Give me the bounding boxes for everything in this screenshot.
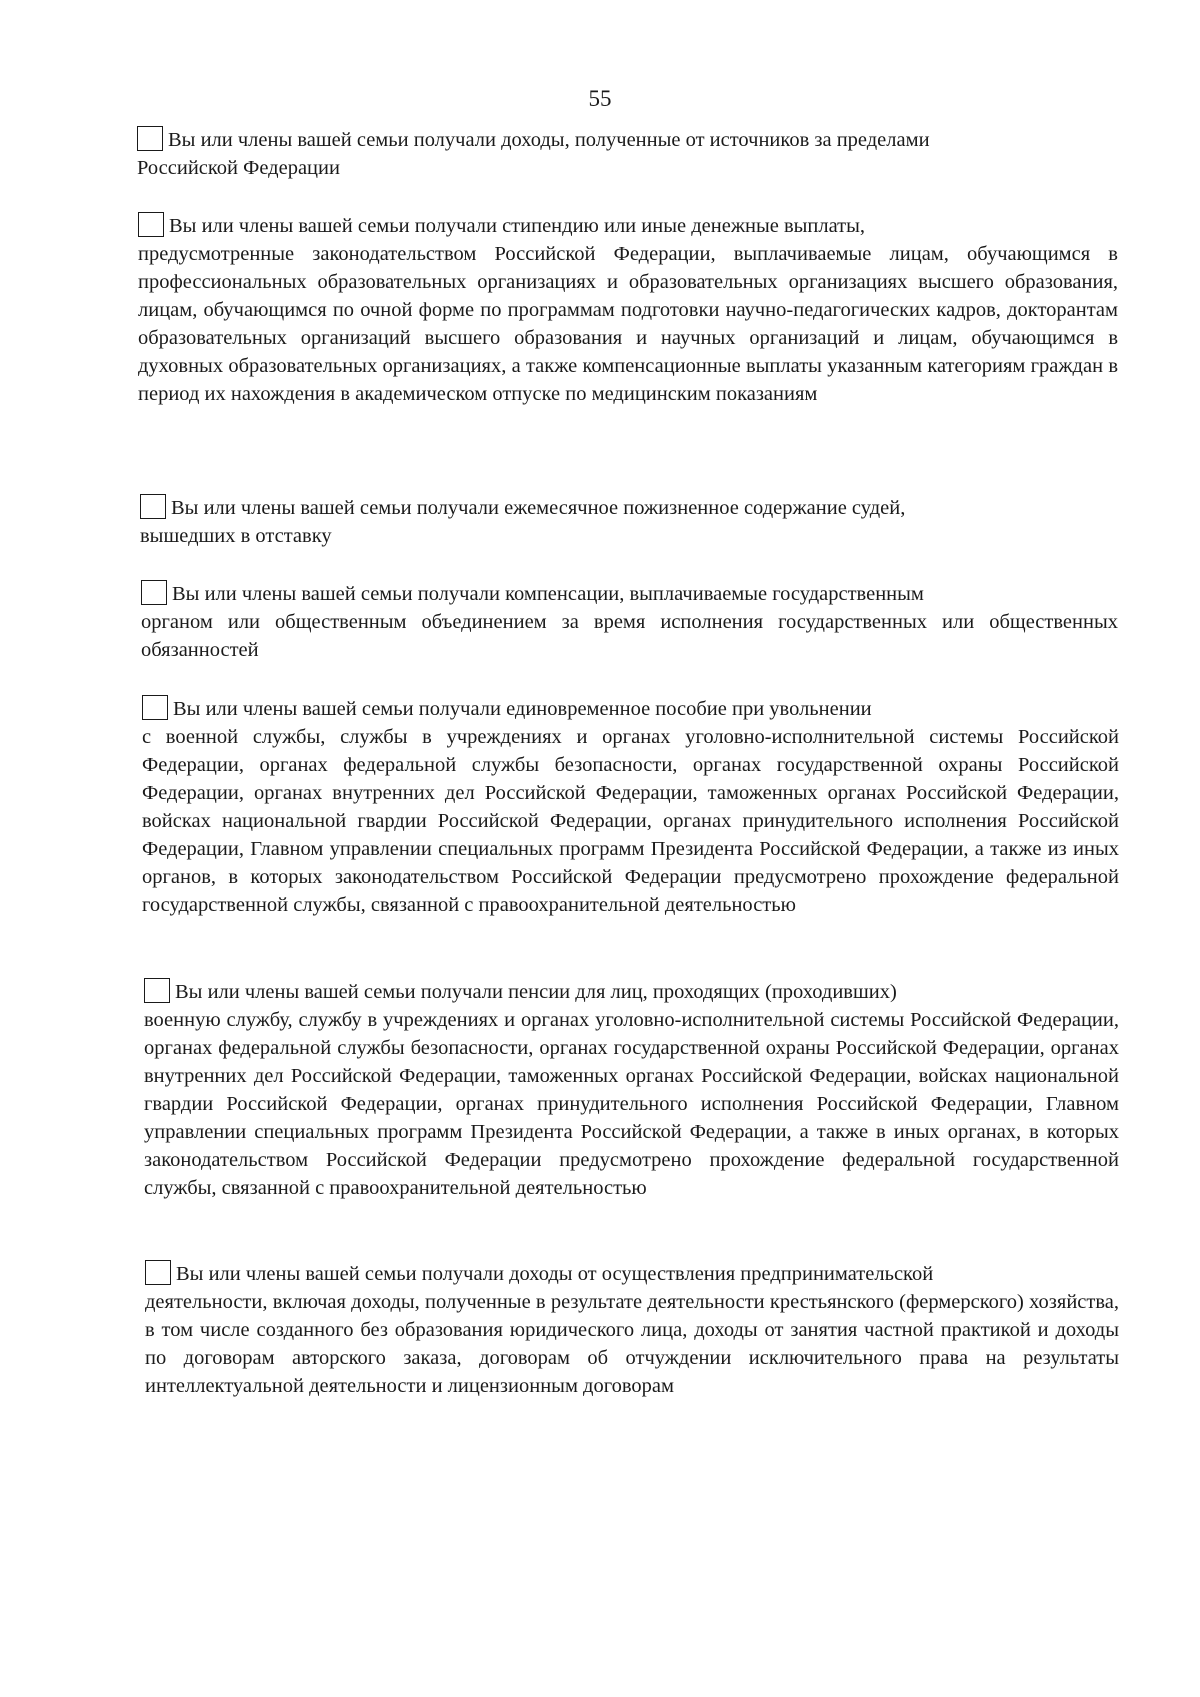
checkbox-entrepreneurship[interactable] xyxy=(145,1260,171,1285)
item-continuation: предусмотренные законодательством Российской Федерации, выплачиваемые лицам, обучающимся в профессиональных образовательных организациях и образовательных организациях высшего образования, лицам, обучающимся по очной форме по программам подготовки научно-педагогических кадров, докторантам образовательных организаций высшего образования и научных организаций и лицам, обучающимся в духовных образовательных организациях, а также компенсационные выплаты указанным категориям граждан в период их нахождения в академическом отпуске по медицинским показаниям xyxy=(138,243,1118,405)
item-continuation: вышедших в отставку xyxy=(140,525,332,547)
item-continuation: с военной службы, службы в учреждениях и органах уголовно-исполнительной системы Российской Федерации, органах федеральной службы безопасности, органах государственной охраны Российской Федерации, органах внутренних дел Российской Федерации, таможенных органах Российской Федерации, войсках национальной гвардии Российской Федерации, органах принудительного исполнения Российской Федерации, Главном управлении специальных программ Президента Российской Федерации, а также из иных органов, в которых законодательством Российской Федерации предусмотрено прохождение федеральной государственной службы, связанной с правоохранительной деятельностью xyxy=(142,726,1119,916)
item-first-line: Вы или члены вашей семьи получали доходы, полученные от источников за пределами xyxy=(168,129,930,151)
item-continuation: Российской Федерации xyxy=(137,157,340,179)
checkbox-compensation[interactable] xyxy=(141,580,167,605)
income-item-stipend xyxy=(138,212,1118,408)
income-item-entrepreneurship xyxy=(145,1260,1119,1400)
item-first-line: Вы или члены вашей семьи получали единовременное пособие при увольнении xyxy=(173,698,872,720)
page-number: 55 xyxy=(588,86,612,111)
income-item-judges-allowance xyxy=(140,494,1090,550)
checkbox-judges-allowance[interactable] xyxy=(140,494,166,519)
item-first-line: Вы или члены вашей семьи получали компенсации, выплачиваемые государственным xyxy=(172,583,924,605)
income-item-foreign-sources xyxy=(137,126,1087,182)
item-first-line: Вы или члены вашей семьи получали ежемесячное пожизненное содержание судей, xyxy=(171,497,906,519)
checkbox-foreign-sources[interactable] xyxy=(137,126,163,151)
item-first-line: Вы или члены вашей семьи получали стипендию или иные денежные выплаты, xyxy=(169,215,866,237)
item-continuation: военную службу, службу в учреждениях и органах уголовно-исполнительной системы Российской Федерации, органах федеральной службы безопасности, органах государственной охраны Российской Федерации, органах внутренних дел Российской Федерации, таможенных органах Российской Федерации, войсках национальной гвардии Российской Федерации, органах принудительного исполнения Российской Федерации, Главном управлении специальных программ Президента Российской Федерации, а также в иных органах, в которых законодательством Российской Федерации предусмотрено прохождение федеральной государственной службы, связанной с правоохранительной деятельностью xyxy=(144,1009,1119,1199)
checkbox-severance[interactable] xyxy=(142,695,168,720)
item-continuation: деятельности, включая доходы, полученные в результате деятельности крестьянского (фермерского) хозяйства, в том числе созданного без образования юридического лица, доходы от занятия частной практикой и доходы по договорам авторского заказа, договорам об отчуждении исключительного права на результаты интеллектуальной деятельности и лицензионным договорам xyxy=(145,1291,1119,1397)
income-item-pension xyxy=(144,978,1119,1202)
item-first-line: Вы или члены вашей семьи получали пенсии для лиц, проходящих (проходивших) xyxy=(175,981,897,1003)
item-continuation: органом или общественным объединением за время исполнения государственных или общественных обязанностей xyxy=(141,611,1118,661)
checkbox-stipend[interactable] xyxy=(138,212,164,237)
income-item-severance xyxy=(142,695,1119,919)
checkbox-pension[interactable] xyxy=(144,978,170,1003)
item-first-line: Вы или члены вашей семьи получали доходы от осуществления предпринимательской xyxy=(176,1263,934,1285)
income-item-compensation xyxy=(141,580,1118,664)
